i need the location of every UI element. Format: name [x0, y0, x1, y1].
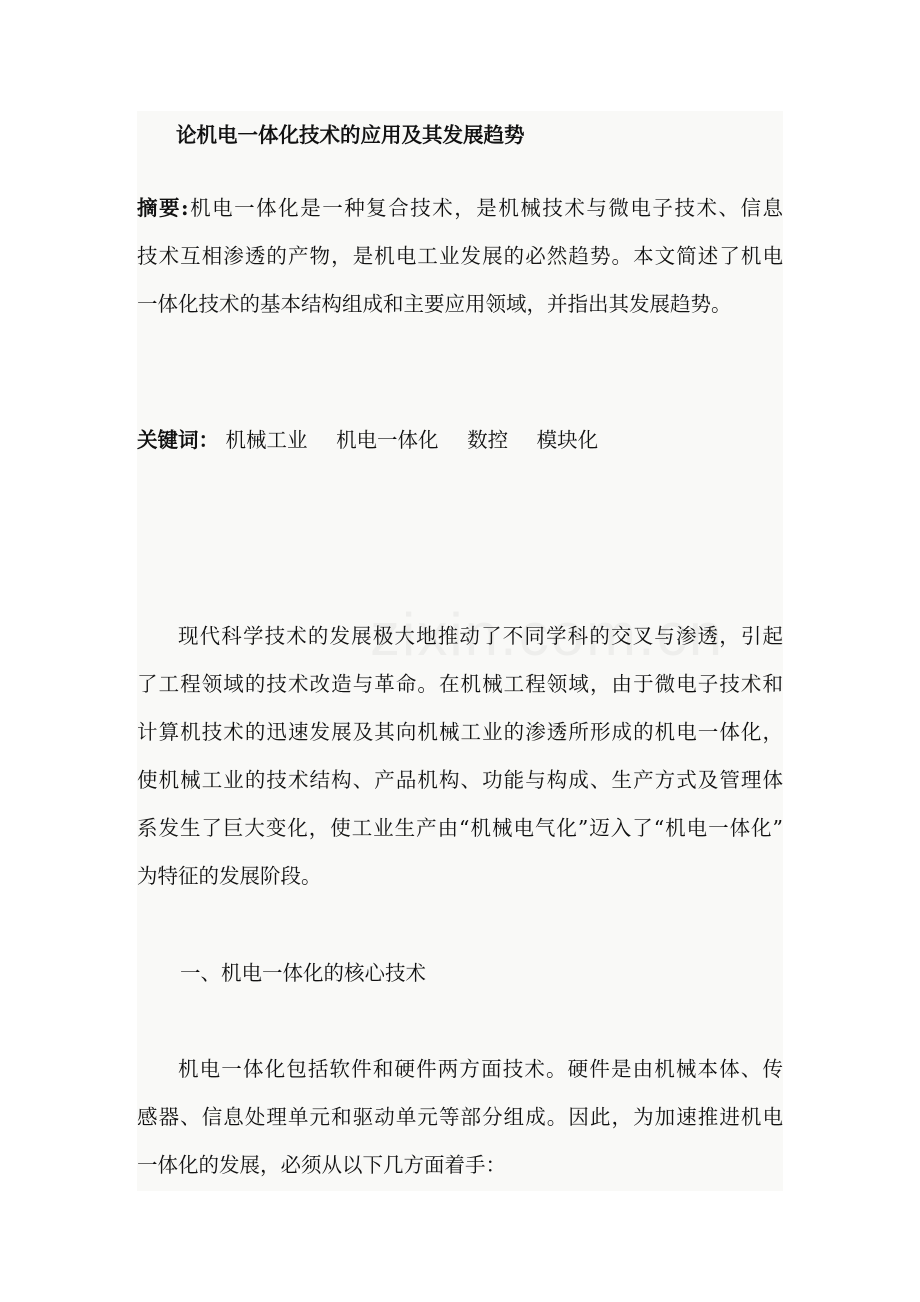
intro-line-5: 系发生了巨大变化，使工业生产由“机械电气化”迈入了“机电一体化”	[137, 816, 783, 840]
abstract-label: 摘要:	[137, 196, 189, 220]
section-line-3: 一体化的发展，必须从以下几方面着手：	[137, 1153, 506, 1177]
abstract-line-3: 一体化技术的基本结构组成和主要应用领域，并指出其发展趋势。	[137, 292, 732, 316]
section-line-2: 感器、信息处理单元和驱动单元等部分组成。因此，为加速推进机电	[137, 1105, 783, 1129]
section-line-1: 机电一体化包括软件和硬件两方面技术。硬件是由机械本体、传	[178, 1057, 783, 1081]
intro-line-2: 了工程领域的技术改造与革命。在机械工程领域，由于微电子技术和	[137, 672, 783, 696]
abstract-text-1: 机电一体化是一种复合技术，是机械技术与微电子技术、信息	[188, 196, 784, 220]
keyword: 数控	[467, 428, 509, 452]
section-heading: 一、机电一体化的核心技术	[180, 961, 426, 985]
keywords	[137, 425, 620, 455]
intro-line-4: 使机械工业的技术结构、产品机构、功能与构成、生产方式及管理体	[137, 768, 783, 792]
keyword: 模块化	[536, 428, 599, 452]
keywords-label: 关键词：	[137, 428, 219, 452]
keyword: 机电一体化	[336, 428, 439, 452]
keyword: 机械工业	[225, 428, 308, 452]
document-title: 论机电一体化技术的应用及其发展趋势	[176, 123, 525, 147]
intro-line-3: 计算机技术的迅速发展及其向机械工业的渗透所形成的机电一体化，	[137, 720, 783, 744]
abstract-line-1	[137, 193, 783, 223]
abstract-line-2: 技术互相渗透的产物，是机电工业发展的必然趋势。本文简述了机电	[137, 244, 783, 268]
intro-line-6: 为特征的发展阶段。	[137, 864, 322, 888]
intro-line-1: 现代科学技术的发展极大地推动了不同学科的交叉与渗透，引起	[178, 624, 783, 648]
